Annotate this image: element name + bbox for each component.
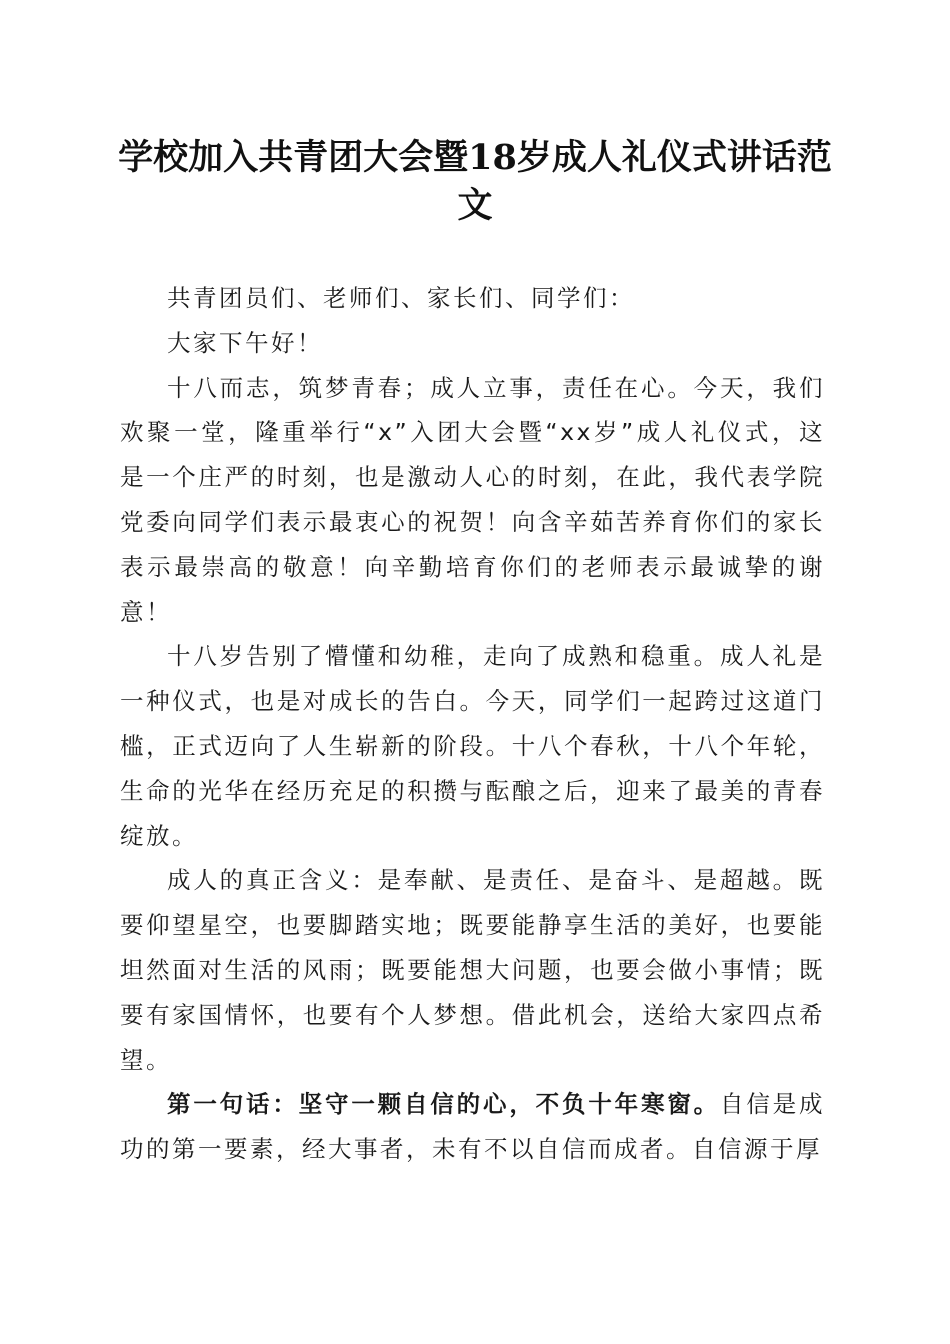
document-body — [120, 276, 825, 1172]
paragraph-point-one — [120, 1082, 825, 1172]
greeting: 大家下午好！ — [167, 328, 323, 357]
paragraph-meaning: 成人的真正含义：是奉献、是责任、是奋斗、是超越。既要仰望星空，也要脚踏实地；既要能静享生活的美好，也要能坦然面对生活的风雨；既要能想大问题，也要会做小事情；既要有家国情怀，也要有个人梦想。借此机会，送给大家四点希望。 — [120, 866, 825, 1074]
point-one-heading: 第一句话：坚守一颗自信的心，不负十年寒窗。 — [167, 1090, 720, 1119]
salutation: 共青团员们、老师们、家长们、同学们： — [167, 284, 635, 312]
paragraph-eighteen: 十八岁告别了懵懂和幼稚，走向了成熟和稳重。成人礼是一种仪式，也是对成长的告白。今天，同学们一起跨过这道门槛，正式迈向了人生崭新的阶段。十八个春秋，十八个年轮，生命的光华在经历充足的积攒与酝酿之后，迎来了最美的青春绽放。 — [120, 642, 825, 850]
paragraph-opening: 十八而志，筑梦青春；成人立事，责任在心。今天，我们欢聚一堂，隆重举行“x”入团大会暨“xx岁”成人礼仪式，这是一个庄严的时刻，也是激动人心的时刻，在此，我代表学院党委向同学们表示最衷心的祝贺！向含辛茹苦养育你们的家长表示最崇高的敬意！向辛勤培育你们的老师表示最诚挚的谢意！ — [120, 373, 825, 626]
point-one-text: 自信是成功的第一要素，经大事者，未有不以自信而成者。自信源于厚 — [120, 1090, 825, 1164]
document-title: 学校加入共青团大会暨18岁成人礼仪式讲话范文 — [118, 137, 832, 226]
